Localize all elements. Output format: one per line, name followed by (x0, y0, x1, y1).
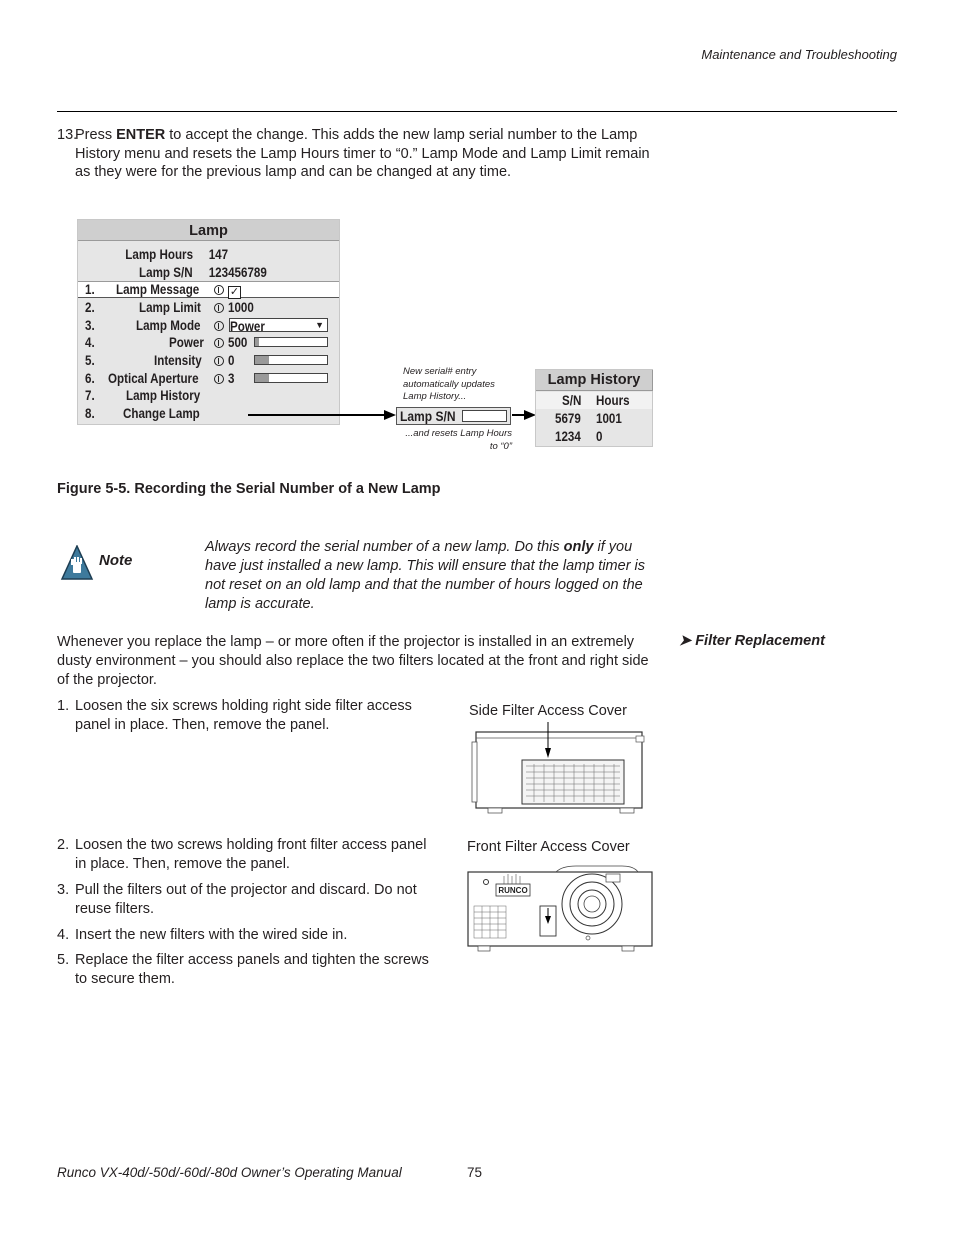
col-header-hours: Hours (596, 393, 630, 408)
menu-item-label: Lamp Mode (136, 318, 201, 333)
lamp-sn-field-label: Lamp S/N (400, 408, 456, 424)
optical-aperture-slider[interactable] (254, 373, 328, 383)
step-13 (57, 126, 657, 182)
globe-icon (214, 374, 224, 384)
list-item: 4. Insert the new filters with the wired side in. (57, 927, 348, 943)
chevron-down-icon: ▼ (315, 320, 324, 330)
step-text: Press ENTER to accept the change. This adds the new lamp serial number to the Lamp History menu and resets the Lamp Hours timer to “0.” Lamp Mode and Lamp Limit remain as they were for the previous lamp and can be changed at any time. (75, 127, 650, 180)
running-header: Maintenance and Troubleshooting (701, 47, 897, 62)
menu-item-change-lamp[interactable]: 8. Change Lamp (85, 406, 200, 421)
intensity-slider[interactable] (254, 355, 328, 365)
filter-intro: Whenever you replace the lamp – or more often if the projector is installed in an extremely dusty environment – you should also replace the two filters located at the front and right side of the projector. (57, 634, 649, 688)
lamp-sn-field (396, 407, 511, 425)
globe-icon (214, 356, 224, 366)
lamp-sn-value: 123456789 (208, 265, 267, 280)
menu-item-intensity[interactable]: 5. Intensity 0 (78, 352, 341, 369)
list-item: 5. Replace the filter access panels and tighten the screws to secure them. (57, 952, 429, 987)
note-text: Always record the serial number of a new lamp. Do this only if you have just installed a new lamp. This will ensure that the lamp timer is not reset on an old lamp and that the number of hours logged on the lamp is accurate. (205, 539, 646, 612)
lamp-sn-label: Lamp S/N (139, 265, 193, 280)
lamp-message-checkbox[interactable]: ✓ (229, 286, 240, 298)
lamp-menu-title: Lamp (78, 220, 339, 241)
lamp-mode-dropdown[interactable] (229, 318, 328, 332)
runco-logo-text: RUNCO (498, 886, 528, 895)
menu-item-label: Change Lamp (123, 406, 200, 421)
menu-item-power[interactable]: 4. Power 500 (78, 334, 341, 351)
front-filter-caption: Front Filter Access Cover (467, 839, 630, 855)
list-item: 3. Pull the filters out of the projector and discard. Do not reuse filters. (57, 882, 417, 917)
power-slider[interactable] (254, 337, 328, 347)
slider-fill (255, 338, 259, 346)
section-title: Filter Replacement (695, 633, 825, 649)
page-number: 75 (467, 1165, 483, 1180)
lamp-sn-row (78, 264, 304, 281)
optical-aperture-value: 3 (228, 371, 235, 386)
menu-item-label: Lamp History (126, 388, 201, 403)
lamp-hours-value: 147 (208, 247, 229, 262)
step-number: 13. (57, 127, 78, 143)
section-marker-icon: ➤ (679, 633, 692, 649)
menu-item-lamp-limit[interactable]: 2. Lamp Limit 1000 (85, 300, 254, 315)
header-rule (57, 111, 897, 112)
note-label: Note (99, 552, 133, 569)
front-filter-illustration (466, 862, 656, 954)
menu-item-label: Power (169, 335, 204, 350)
annotation-top: New serial# entry automatically updates Lamp History... (403, 366, 495, 402)
menu-item-label: Lamp Message (116, 282, 200, 297)
slider-fill (255, 356, 269, 364)
note-icon (60, 545, 94, 581)
menu-item-optical-aperture[interactable]: 6. Optical Aperture 3 (78, 370, 341, 387)
menu-item-lamp-history[interactable]: 7. Lamp History (85, 388, 201, 403)
menu-item-label: Intensity (154, 353, 202, 368)
slider-fill (255, 374, 269, 382)
list-item: 1. Loosen the six screws holding right side filter access panel in place. Then, remove the panel. (57, 698, 412, 733)
note-emphasis: only (563, 539, 594, 555)
lamp-mode-value: Power (230, 319, 265, 334)
col-header-sn: S/N (562, 393, 582, 408)
globe-icon (214, 321, 224, 331)
lamp-hours-label: Lamp Hours (125, 247, 194, 262)
menu-item-lamp-message[interactable]: 1. Lamp Message ✓ (85, 282, 240, 298)
menu-item-label: Lamp Limit (139, 300, 201, 315)
power-value: 500 (228, 335, 248, 350)
annotation-bottom: ...and resets Lamp Hours to “0” (405, 428, 512, 452)
table-row: 5679 1001 (555, 411, 622, 426)
footer-manual-title: Runco VX-40d/-50d/-60d/-80d Owner’s Operating Manual (57, 1165, 402, 1180)
list-item: 2. Loosen the two screws holding front filter access panel in place. Then, remove the panel. (57, 837, 427, 872)
side-filter-caption: Side Filter Access Cover (469, 703, 627, 719)
lamp-history-title: Lamp History (536, 370, 653, 391)
globe-icon (214, 303, 224, 313)
figure-caption: Figure 5-5. Recording the Serial Number of a New Lamp (57, 481, 441, 497)
table-row: 1234 0 (555, 429, 603, 444)
menu-item-label: Optical Aperture (108, 371, 199, 386)
enter-key: ENTER (116, 127, 166, 143)
globe-icon (214, 338, 224, 348)
lamp-history-menu (535, 369, 653, 447)
lamp-sn-input[interactable] (462, 410, 507, 422)
globe-icon (214, 285, 224, 295)
section-heading (679, 633, 825, 649)
menu-item-lamp-mode[interactable]: 3. Lamp Mode Power ▼ (78, 317, 341, 334)
side-filter-illustration (470, 722, 646, 814)
lamp-history-header (536, 392, 652, 409)
arrow-head-icon (384, 410, 396, 420)
lamp-menu (77, 219, 340, 425)
lamp-hours-row (78, 246, 304, 263)
lamp-limit-value: 1000 (228, 300, 254, 315)
intensity-value: 0 (228, 353, 235, 368)
